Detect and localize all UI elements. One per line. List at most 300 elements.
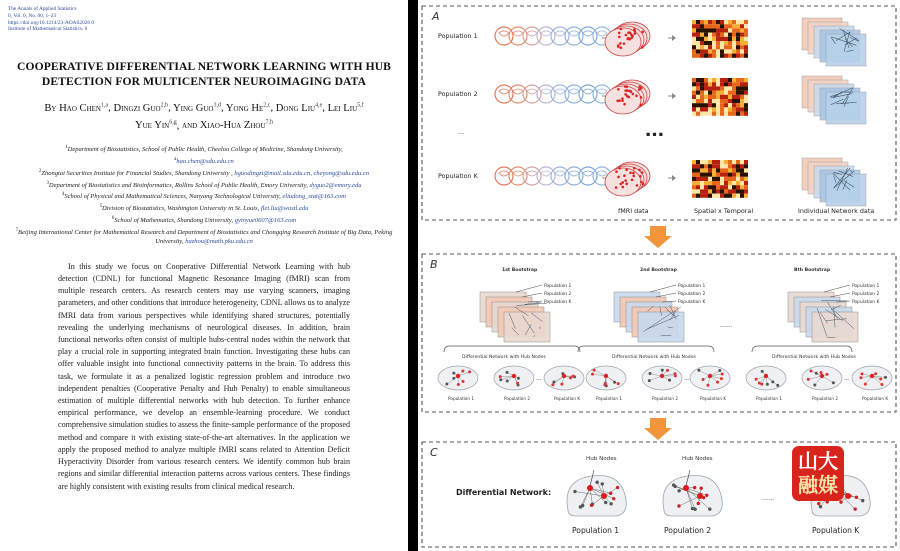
heatmap-cell	[724, 33, 728, 37]
heatmap-cell	[736, 103, 740, 107]
heatmap-cell	[696, 78, 700, 82]
heatmap-cell	[728, 41, 732, 45]
heatmap-cell	[716, 185, 720, 189]
heatmap-cell	[716, 20, 720, 24]
brain-node	[499, 378, 502, 381]
heatmap-cell	[696, 86, 700, 90]
heatmap-cell	[708, 107, 712, 111]
heatmap-cell	[704, 28, 708, 32]
heatmap-cell	[720, 37, 724, 41]
heatmap-cell	[728, 160, 732, 164]
heatmap-cell	[740, 33, 744, 37]
heatmap-cell	[712, 107, 716, 111]
heatmap-cell	[732, 24, 736, 28]
brain-ellipsis: ...	[684, 375, 690, 382]
heatmap-cell	[716, 86, 720, 90]
heatmap-cell	[708, 82, 712, 86]
page-divider	[408, 0, 418, 551]
heatmap-cell	[720, 28, 724, 32]
heatmap-cell	[740, 189, 744, 193]
brain-node	[648, 379, 651, 382]
heatmap-cell	[712, 164, 716, 168]
paper-title	[8, 59, 400, 89]
fmri-voxel	[617, 176, 620, 179]
journal-name: The Annals of Applied Statistics	[8, 6, 77, 12]
heatmap-cell	[696, 194, 700, 198]
brain-node	[445, 382, 448, 385]
affiliation-mark: 5	[99, 204, 103, 209]
brain-node	[560, 383, 563, 386]
heatmap-cell	[704, 24, 708, 28]
heatmap-cell	[716, 82, 720, 86]
brain-node	[573, 490, 576, 493]
heatmap-cell	[740, 99, 744, 103]
brain-node	[706, 384, 709, 387]
affiliation-email[interactable]: hazhou@math.pku.edu.cn	[185, 238, 253, 246]
bootstrap-brain	[802, 366, 850, 401]
fmri-voxel	[615, 170, 618, 173]
heatmap-cell	[744, 24, 748, 28]
fmri-voxel	[618, 32, 621, 35]
heatmap-cell	[712, 177, 716, 181]
network-layer	[826, 174, 866, 206]
heatmap-cell	[704, 164, 708, 168]
heatmap-cell	[740, 177, 744, 181]
fmri-voxel	[636, 184, 639, 187]
brain-node	[884, 376, 887, 379]
brain-node	[879, 377, 882, 380]
affiliation-text: School of Mathematics, Shandong University,	[114, 216, 235, 224]
heatmap-cell	[740, 164, 744, 168]
heatmap-cell	[724, 78, 728, 82]
bootstrap-bracket	[752, 346, 852, 352]
heatmap-cell	[708, 54, 712, 58]
heatmap-cell	[692, 49, 696, 53]
heatmap-cell	[740, 86, 744, 90]
brain-node	[593, 369, 596, 372]
heatmap-cell	[700, 164, 704, 168]
heatmap-cell	[732, 54, 736, 58]
bootstrap-brain	[852, 366, 892, 401]
heatmap-cell	[692, 99, 696, 103]
fmri-voxel	[633, 167, 636, 170]
brain-node	[691, 507, 694, 510]
heatmap-cell	[716, 177, 720, 181]
fmri-voxel	[630, 36, 633, 39]
heatmap-cell	[740, 112, 744, 116]
affiliation-text: Beijing International Center for Mathematical Research and Department of Biostatistics and Chongqing Research Institute of Big Data, Peking University,	[18, 228, 393, 246]
heatmap-cell	[700, 160, 704, 164]
heatmap-cell	[724, 168, 728, 172]
brain-node	[766, 383, 769, 386]
heatmap-cell	[740, 82, 744, 86]
panel-c-population-2: Population 2	[664, 526, 712, 535]
heatmap-cell	[728, 107, 732, 111]
heatmap-cell	[728, 177, 732, 181]
panel-a-population-k: Population K	[438, 172, 478, 180]
population-row-3	[495, 158, 866, 206]
heatmap-cell	[724, 181, 728, 185]
heatmap-cell	[724, 37, 728, 41]
affiliation-email[interactable]: hao.chen@sdu.edu.cn	[176, 158, 234, 166]
heatmap-cell	[720, 173, 724, 177]
heatmap-cell	[720, 86, 724, 90]
heatmap-cell	[740, 168, 744, 172]
brain-node	[826, 373, 829, 376]
brain-population-label: Population K	[700, 396, 727, 401]
heatmap-cell	[728, 45, 732, 49]
hub-node	[512, 374, 516, 378]
fmri-voxel	[618, 167, 621, 170]
heatmap-cell	[692, 24, 696, 28]
bootstrap-bracket	[578, 346, 714, 352]
fmri-voxel	[626, 38, 629, 41]
col-label-network: Individual Network data	[798, 207, 875, 215]
brain-swirl-icon	[569, 171, 579, 176]
heatmap-cell	[724, 20, 728, 24]
heatmap-cell	[708, 20, 712, 24]
panel-c-population-k: Population K	[812, 526, 860, 535]
heatmap-cell	[712, 20, 716, 24]
heatmap-cell	[728, 20, 732, 24]
heatmap-cell	[712, 194, 716, 198]
heatmap-cell	[696, 37, 700, 41]
heatmap-cell	[720, 112, 724, 116]
heatmap-cell	[704, 49, 708, 53]
fmri-voxel	[631, 179, 634, 182]
brain-population-label: Population 2	[504, 396, 530, 401]
heatmap-cell	[740, 20, 744, 24]
panel-c-population-1: Population 1	[572, 526, 620, 535]
heatmap-cell	[720, 99, 724, 103]
heatmap-cell	[716, 78, 720, 82]
heatmap-cell	[704, 185, 708, 189]
stack-population-label: Population 2	[852, 292, 880, 297]
brain-node	[462, 380, 465, 383]
brain-node	[705, 494, 708, 497]
brain-node	[758, 381, 761, 384]
panel-a-population-1: Population 1	[438, 32, 478, 40]
heatmap-cell	[732, 173, 736, 177]
bootstrap-b-caption: Differential Network with Hub Nodes	[772, 355, 856, 360]
heatmap-cell	[736, 107, 740, 111]
brain-swirl-icon	[555, 89, 565, 94]
heatmap-cell	[700, 103, 704, 107]
heatmap-cell	[704, 103, 708, 107]
heatmap-cell	[736, 49, 740, 53]
heatmap-cell	[708, 164, 712, 168]
heatmap-cell	[728, 95, 732, 99]
stack-population-label: Population 1	[678, 284, 706, 289]
heatmap-cell	[692, 185, 696, 189]
heatmap-cell	[728, 185, 732, 189]
bootstrap-brain	[586, 366, 626, 401]
brain-swirl-icon	[527, 89, 537, 94]
heatmap-cell	[744, 99, 748, 103]
heatmap-cell	[728, 168, 732, 172]
heatmap-cell	[728, 112, 732, 116]
heatmap-cell	[700, 189, 704, 193]
bootstrap-1-label: 1st Bootstrap	[502, 268, 538, 273]
brain-swirl-icon	[597, 31, 607, 36]
heatmap-cell	[716, 33, 720, 37]
fmri-voxel	[641, 30, 644, 33]
heatmap-cell	[728, 54, 732, 58]
network-layer	[826, 92, 866, 124]
heatmap-cell	[728, 99, 732, 103]
author-affil-mark: 7,h	[265, 119, 274, 126]
heatmap-cell	[704, 41, 708, 45]
affiliation-email[interactable]: gyinyue0607@163.com	[234, 216, 297, 224]
heatmap-cell	[696, 99, 700, 103]
heatmap-cell	[712, 168, 716, 172]
heatmap-cell	[716, 28, 720, 32]
fmri-voxel	[635, 95, 638, 98]
heatmap-cell	[708, 177, 712, 181]
bootstrap-2-caption: Differential Network with Hub Nodes	[612, 355, 696, 360]
brain-node	[612, 497, 615, 500]
panel-c-letter: C	[430, 446, 438, 459]
brain-node	[859, 376, 862, 379]
brain-node	[807, 378, 810, 381]
hub-node	[604, 374, 608, 378]
heatmap-cell	[736, 181, 740, 185]
heatmap-cell	[740, 107, 744, 111]
heatmap-cell	[696, 185, 700, 189]
affiliation	[8, 179, 400, 191]
heatmap-cell	[712, 49, 716, 53]
heatmap-cell	[728, 164, 732, 168]
brain-node	[591, 373, 594, 376]
heatmap-cell	[732, 41, 736, 45]
heatmap-cell	[724, 86, 728, 90]
heatmap-cell	[700, 54, 704, 58]
heatmap-cell	[700, 173, 704, 177]
heatmap-cell	[744, 177, 748, 181]
heatmap-cell	[692, 112, 696, 116]
heatmap-cell	[692, 37, 696, 41]
affiliation-email[interactable]: dyguo2@emory.edu	[309, 181, 362, 189]
heatmap-cell	[704, 37, 708, 41]
arrow-a-to-b	[644, 226, 672, 248]
heatmap-cell	[696, 45, 700, 49]
fmri-voxel	[632, 175, 635, 178]
affiliation	[8, 155, 400, 167]
heatmap-cell	[744, 37, 748, 41]
fmri-voxel	[621, 97, 624, 100]
heatmap-cell	[704, 168, 708, 172]
journal-volume: 0, Vol. 0, No. 00, 1–23	[8, 12, 57, 19]
heatmap-cell	[736, 82, 740, 86]
brain-swirl-icon	[513, 31, 523, 36]
heatmap-cell	[720, 54, 724, 58]
heatmap-cell	[696, 177, 700, 181]
heatmap-cell	[696, 20, 700, 24]
heatmap-cell	[728, 37, 732, 41]
bootstrap-brain	[438, 366, 478, 401]
heatmap-cell	[704, 91, 708, 95]
heatmap-cell	[724, 91, 728, 95]
brain-node	[716, 381, 719, 384]
heatmap-cell	[696, 95, 700, 99]
brain-node	[452, 372, 455, 375]
fmri-voxel	[625, 169, 628, 172]
col-label-spatial: Spatial x Temporal	[694, 207, 754, 215]
heatmap-cell	[704, 181, 708, 185]
heatmap-cell	[704, 160, 708, 164]
fmri-slice	[605, 28, 641, 56]
fmri-voxel	[630, 33, 633, 36]
brain-swirl-icon	[499, 31, 509, 36]
brain-swirl-icon	[527, 31, 537, 36]
affiliation-email[interactable]: bguodingzi@mail.sdu.edu.cn, cheyong@sdu.edu.cn	[234, 169, 369, 177]
heatmap-cell	[720, 160, 724, 164]
author-affil-mark: 3,d	[213, 102, 221, 109]
differential-network-label: Differential Network:	[456, 488, 552, 497]
heatmap-cell	[736, 185, 740, 189]
heatmap-cell	[736, 45, 740, 49]
heatmap-cell	[732, 107, 736, 111]
bootstrap-brain	[746, 366, 786, 401]
heatmap-cell	[728, 49, 732, 53]
brain-node	[839, 500, 842, 503]
heatmap-cell	[700, 95, 704, 99]
bootstrap-b-label: Bth Bootstrap	[794, 268, 831, 273]
fmri-voxel	[640, 96, 643, 99]
stack-population-label: Population K	[678, 300, 706, 305]
panel-b-letter: B	[430, 258, 438, 271]
heatmap-cell	[700, 37, 704, 41]
fmri-voxel	[620, 28, 623, 31]
heatmap-cell	[692, 103, 696, 107]
heatmap-cell	[720, 185, 724, 189]
journal-doi[interactable]: https://doi.org/10.1214/23-AOAS2026 0	[8, 19, 94, 26]
heatmap-cell	[720, 41, 724, 45]
heatmap-cell	[696, 91, 700, 95]
heatmap-cell	[716, 24, 720, 28]
affiliation-email[interactable]: eliudong_stat@163.com	[282, 193, 346, 201]
bootstrap-2-label: 2nd Bootstrap	[640, 268, 677, 273]
heatmap-cell	[700, 82, 704, 86]
heatmap-cell	[712, 103, 716, 107]
heatmap-cell	[692, 78, 696, 82]
heatmap-cell	[696, 54, 700, 58]
hub-node	[820, 374, 824, 378]
brain-node	[457, 383, 460, 386]
heatmap-cell	[716, 107, 720, 111]
fmri-voxel	[615, 186, 618, 189]
col-label-fmri: fMRI data	[618, 207, 649, 215]
brain-swirl-icon	[597, 171, 607, 176]
fmri-voxel	[640, 181, 643, 184]
brain-swirl-icon	[499, 171, 509, 176]
heatmap-cell	[744, 173, 748, 177]
heatmap-cell	[736, 168, 740, 172]
affiliation-email[interactable]: flei.liu@wustl.edu	[260, 205, 309, 213]
logo-line-1: 山大	[798, 449, 838, 473]
bootstrap-brain	[494, 366, 542, 401]
heatmap-cell	[696, 168, 700, 172]
heatmap-cell	[696, 112, 700, 116]
stack-population-label: Population 1	[544, 284, 572, 289]
panel-a-ellipsis-left: ...	[458, 128, 465, 136]
brain-node	[506, 380, 509, 383]
brain-swirl-icon	[583, 31, 593, 36]
heatmap-cell	[736, 20, 740, 24]
arrow-b-to-c	[644, 418, 672, 440]
heatmap-cell	[744, 86, 748, 90]
fmri-voxel	[621, 99, 624, 102]
heatmap-cell	[696, 103, 700, 107]
heatmap-cell	[728, 103, 732, 107]
fmri-voxel	[618, 99, 621, 102]
heatmap-cell	[724, 189, 728, 193]
fmri-voxel	[641, 46, 644, 49]
heatmap-cell	[692, 173, 696, 177]
bootstrap-layer	[504, 312, 550, 342]
heatmap-cell	[724, 177, 728, 181]
heatmap-cell	[700, 185, 704, 189]
heatmap-cell	[700, 177, 704, 181]
heatmap-cell	[720, 49, 724, 53]
heatmap-cell	[692, 33, 696, 37]
heatmap-cell	[708, 185, 712, 189]
panel-c-brain-2	[663, 470, 722, 516]
author-line-2: Yue Yin$^{6,g}$, and Xiao-Hua Zhou$^{7,h}$	[134, 119, 274, 132]
heatmap-cell	[744, 91, 748, 95]
brain-node	[552, 381, 555, 384]
affiliation-mark: 4	[62, 192, 65, 198]
heatmap-cell	[716, 54, 720, 58]
heatmap-cell	[736, 33, 740, 37]
heatmap-cell	[736, 164, 740, 168]
heatmap-cell	[708, 95, 712, 99]
brain-node	[755, 378, 758, 381]
bootstrap-layer	[638, 312, 684, 342]
heatmap-cell	[712, 160, 716, 164]
heatmap-cell	[700, 168, 704, 172]
heatmap-cell	[696, 82, 700, 86]
heatmap-cell	[712, 95, 716, 99]
fmri-voxel	[621, 186, 624, 189]
heatmap-cell	[708, 103, 712, 107]
heatmap-cell	[740, 37, 744, 41]
brain-node	[661, 369, 664, 372]
brain-node	[648, 372, 651, 375]
brain-node	[874, 372, 877, 375]
brain-population-label: Population 1	[448, 396, 474, 401]
stack-population-label: Population K	[852, 300, 880, 305]
heatmap-cell	[744, 107, 748, 111]
brain-node	[817, 502, 820, 505]
heatmap-cell	[692, 164, 696, 168]
heatmap-cell	[740, 95, 744, 99]
brain-node	[721, 372, 724, 375]
brain-node	[668, 379, 671, 382]
affiliation-mark: 7	[15, 227, 19, 233]
brain-node	[609, 492, 612, 495]
heatmap-cell	[708, 49, 712, 53]
heatmap-cell	[708, 28, 712, 32]
heatmap-cell	[732, 20, 736, 24]
brain-node	[813, 384, 816, 387]
author-name: Ying Guo$^{3,d}$	[172, 102, 221, 114]
heatmap-cell	[704, 112, 708, 116]
fmri-voxel	[630, 90, 633, 93]
heatmap-cell	[724, 164, 728, 168]
fmri-voxel	[623, 174, 626, 177]
heatmap-cell	[712, 185, 716, 189]
